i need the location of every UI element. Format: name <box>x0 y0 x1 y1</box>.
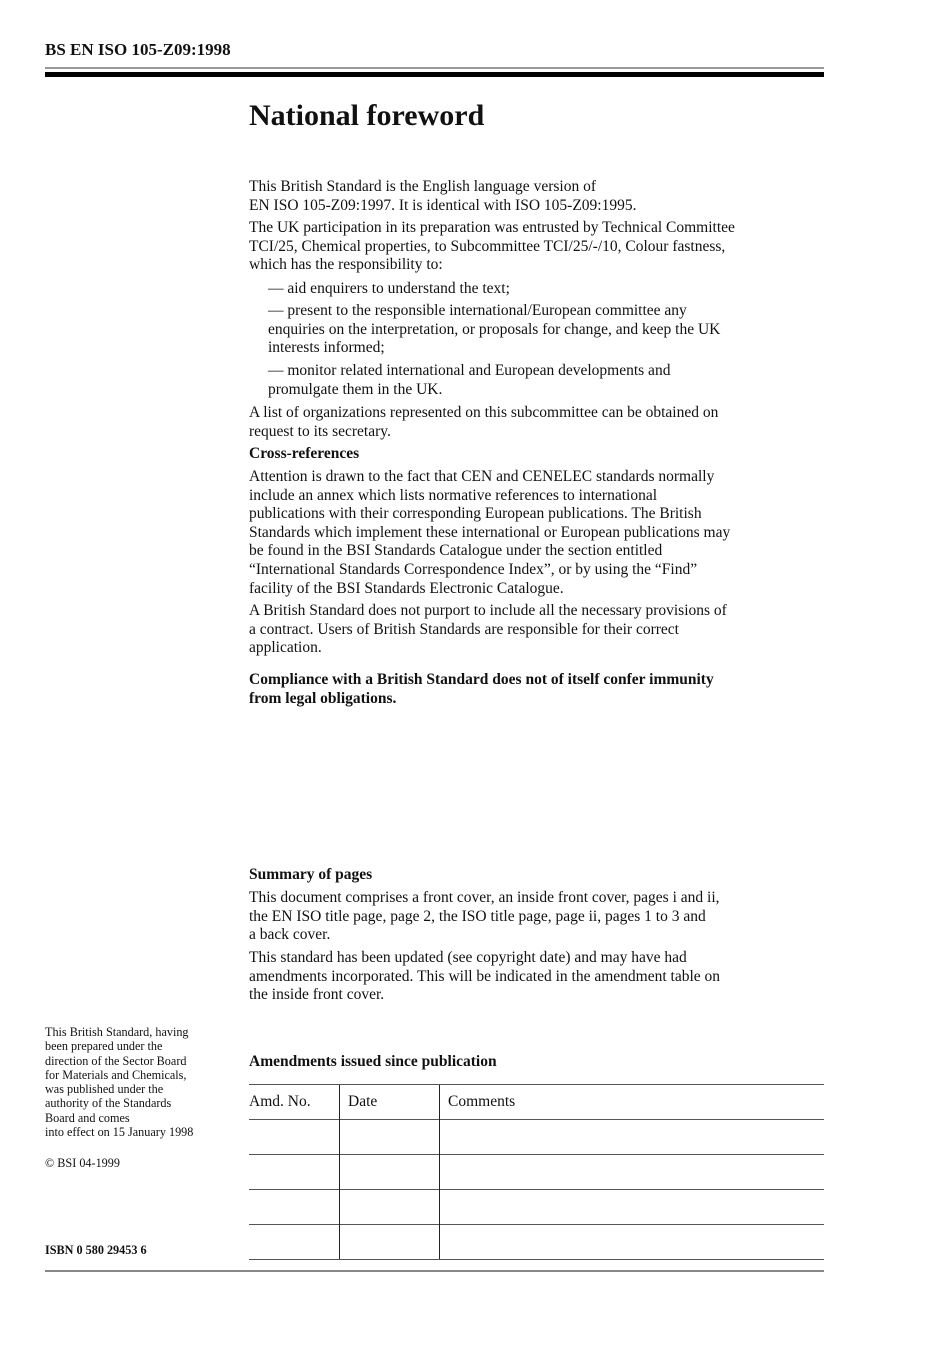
table-cell <box>440 1155 825 1190</box>
text-line: include an annex which lists normative references to international <box>249 486 658 504</box>
paragraph-summary <box>249 889 720 945</box>
table-cell <box>440 1120 825 1155</box>
text-line: Attention is drawn to the fact that CEN and CENELEC standards normally <box>249 468 715 485</box>
text-line: for Materials and Chemicals, <box>45 1067 187 1082</box>
text-line: the EN ISO title page, page 2, the ISO title page, page ii, pages 1 to 3 and <box>249 907 706 925</box>
isbn <box>45 1243 147 1257</box>
text-line: the inside front cover. <box>249 986 385 1004</box>
text-line: promulgate them in the UK. <box>268 380 443 398</box>
text-line: A British Standard does not purport to include all the necessary provisions of <box>249 602 727 619</box>
publication-note <box>45 1025 193 1139</box>
compliance-statement <box>249 671 714 708</box>
text-line: was published under the <box>45 1082 164 1097</box>
header-rule-thick <box>45 72 824 77</box>
text-line: enquiries on the interpretation, or proposals for change, and keep the UK <box>268 320 721 338</box>
text-line: Summary of pages <box>249 866 373 883</box>
text-line: This standard has been updated (see copyright date) and may have had <box>249 949 687 966</box>
text-line: ISBN 0 580 29453 6 <box>45 1243 147 1257</box>
text-line: facility of the BSI Standards Electronic Catalogue. <box>249 579 564 597</box>
bullet-monitor <box>268 362 670 399</box>
text-line: Board and comes <box>45 1110 130 1125</box>
text-line: EN ISO 105-Z09:1997. It is identical with ISO 105-Z09:1995. <box>249 196 637 214</box>
amendments-table <box>249 1084 824 1260</box>
paragraph-participation <box>249 219 735 275</box>
text-line: request to its secretary. <box>249 422 391 440</box>
text-line: interests informed; <box>268 339 385 357</box>
column-header-date: Date <box>340 1085 440 1120</box>
text-line: Standards which implement these international or European publications may <box>249 523 731 541</box>
paragraph-cross-references <box>249 468 730 598</box>
table-cell <box>249 1155 340 1190</box>
text-line: be found in the BSI Standards Catalogue under the section entitled <box>249 542 663 560</box>
heading-amendments <box>249 1053 497 1072</box>
heading-summary-of-pages <box>249 866 372 885</box>
page-title: National foreword <box>249 99 485 132</box>
text-line: Amendments issued since publication <box>249 1053 497 1070</box>
table-row <box>249 1190 824 1225</box>
text-line: This British Standard, having <box>45 1025 189 1039</box>
text-line: “International Standards Correspondence Index”, or by using the “Find” <box>249 560 698 578</box>
footer-rule <box>45 1270 824 1272</box>
text-line: which has the responsibility to: <box>249 256 443 274</box>
table-row <box>249 1155 824 1190</box>
table-cell <box>340 1225 440 1260</box>
text-line: authority of the Standards <box>45 1096 172 1111</box>
bullet-present <box>268 302 720 358</box>
text-line: direction of the Sector Board <box>45 1053 187 1068</box>
text-line: amendments incorporated. This will be indicated in the amendment table on <box>249 967 721 985</box>
column-header-amd-no: Amd. No. <box>249 1085 340 1120</box>
text-line: A list of organizations represented on this subcommittee can be obtained on <box>249 404 719 421</box>
table-cell <box>249 1225 340 1260</box>
text-line: — monitor related international and European developments and <box>268 362 671 379</box>
table-cell <box>440 1190 825 1225</box>
paragraph-intro <box>249 178 636 215</box>
text-line: application. <box>249 639 322 657</box>
text-line: © BSI 04-1999 <box>45 1156 120 1170</box>
text-line: a back cover. <box>249 926 331 944</box>
table-cell <box>440 1225 825 1260</box>
column-header-comments: Comments <box>440 1085 825 1120</box>
header-rule-thin <box>45 67 824 69</box>
paragraph-organizations <box>249 404 718 441</box>
table-row <box>249 1120 824 1155</box>
text-line: This British Standard is the English language version of <box>249 178 596 195</box>
table-cell <box>249 1190 340 1225</box>
text-line: into effect on 15 January 1998 <box>45 1125 194 1140</box>
text-line: The UK participation in its preparation was entrusted by Technical Committee <box>249 219 735 236</box>
paragraph-updated <box>249 949 720 1005</box>
table-header-row <box>249 1085 824 1120</box>
table-cell <box>340 1120 440 1155</box>
text-line: from legal obligations. <box>249 689 397 707</box>
table-cell <box>340 1190 440 1225</box>
copyright-notice <box>45 1156 120 1170</box>
document-id-header: BS EN ISO 105-Z09:1998 <box>45 40 231 59</box>
heading-cross-references <box>249 445 359 464</box>
table-cell <box>340 1155 440 1190</box>
paragraph-provisions <box>249 602 727 658</box>
text-line: Cross-references <box>249 445 360 462</box>
table-cell <box>249 1120 340 1155</box>
bullet-aid-enquirers <box>268 280 510 299</box>
text-line: — present to the responsible international/European committee any <box>268 302 687 319</box>
text-line: — aid enquirers to understand the text; <box>268 280 510 297</box>
text-line: publications with their corresponding European publications. The British <box>249 505 702 523</box>
text-line: a contract. Users of British Standards are responsible for their correct <box>249 620 679 638</box>
text-line: Compliance with a British Standard does not of itself confer immunity <box>249 671 714 688</box>
text-line: been prepared under the <box>45 1039 163 1054</box>
text-line: This document comprises a front cover, an inside front cover, pages i and ii, <box>249 889 720 906</box>
text-line: TCI/25, Chemical properties, to Subcommittee TCI/25/-/10, Colour fastness, <box>249 237 726 255</box>
table-row <box>249 1225 824 1260</box>
